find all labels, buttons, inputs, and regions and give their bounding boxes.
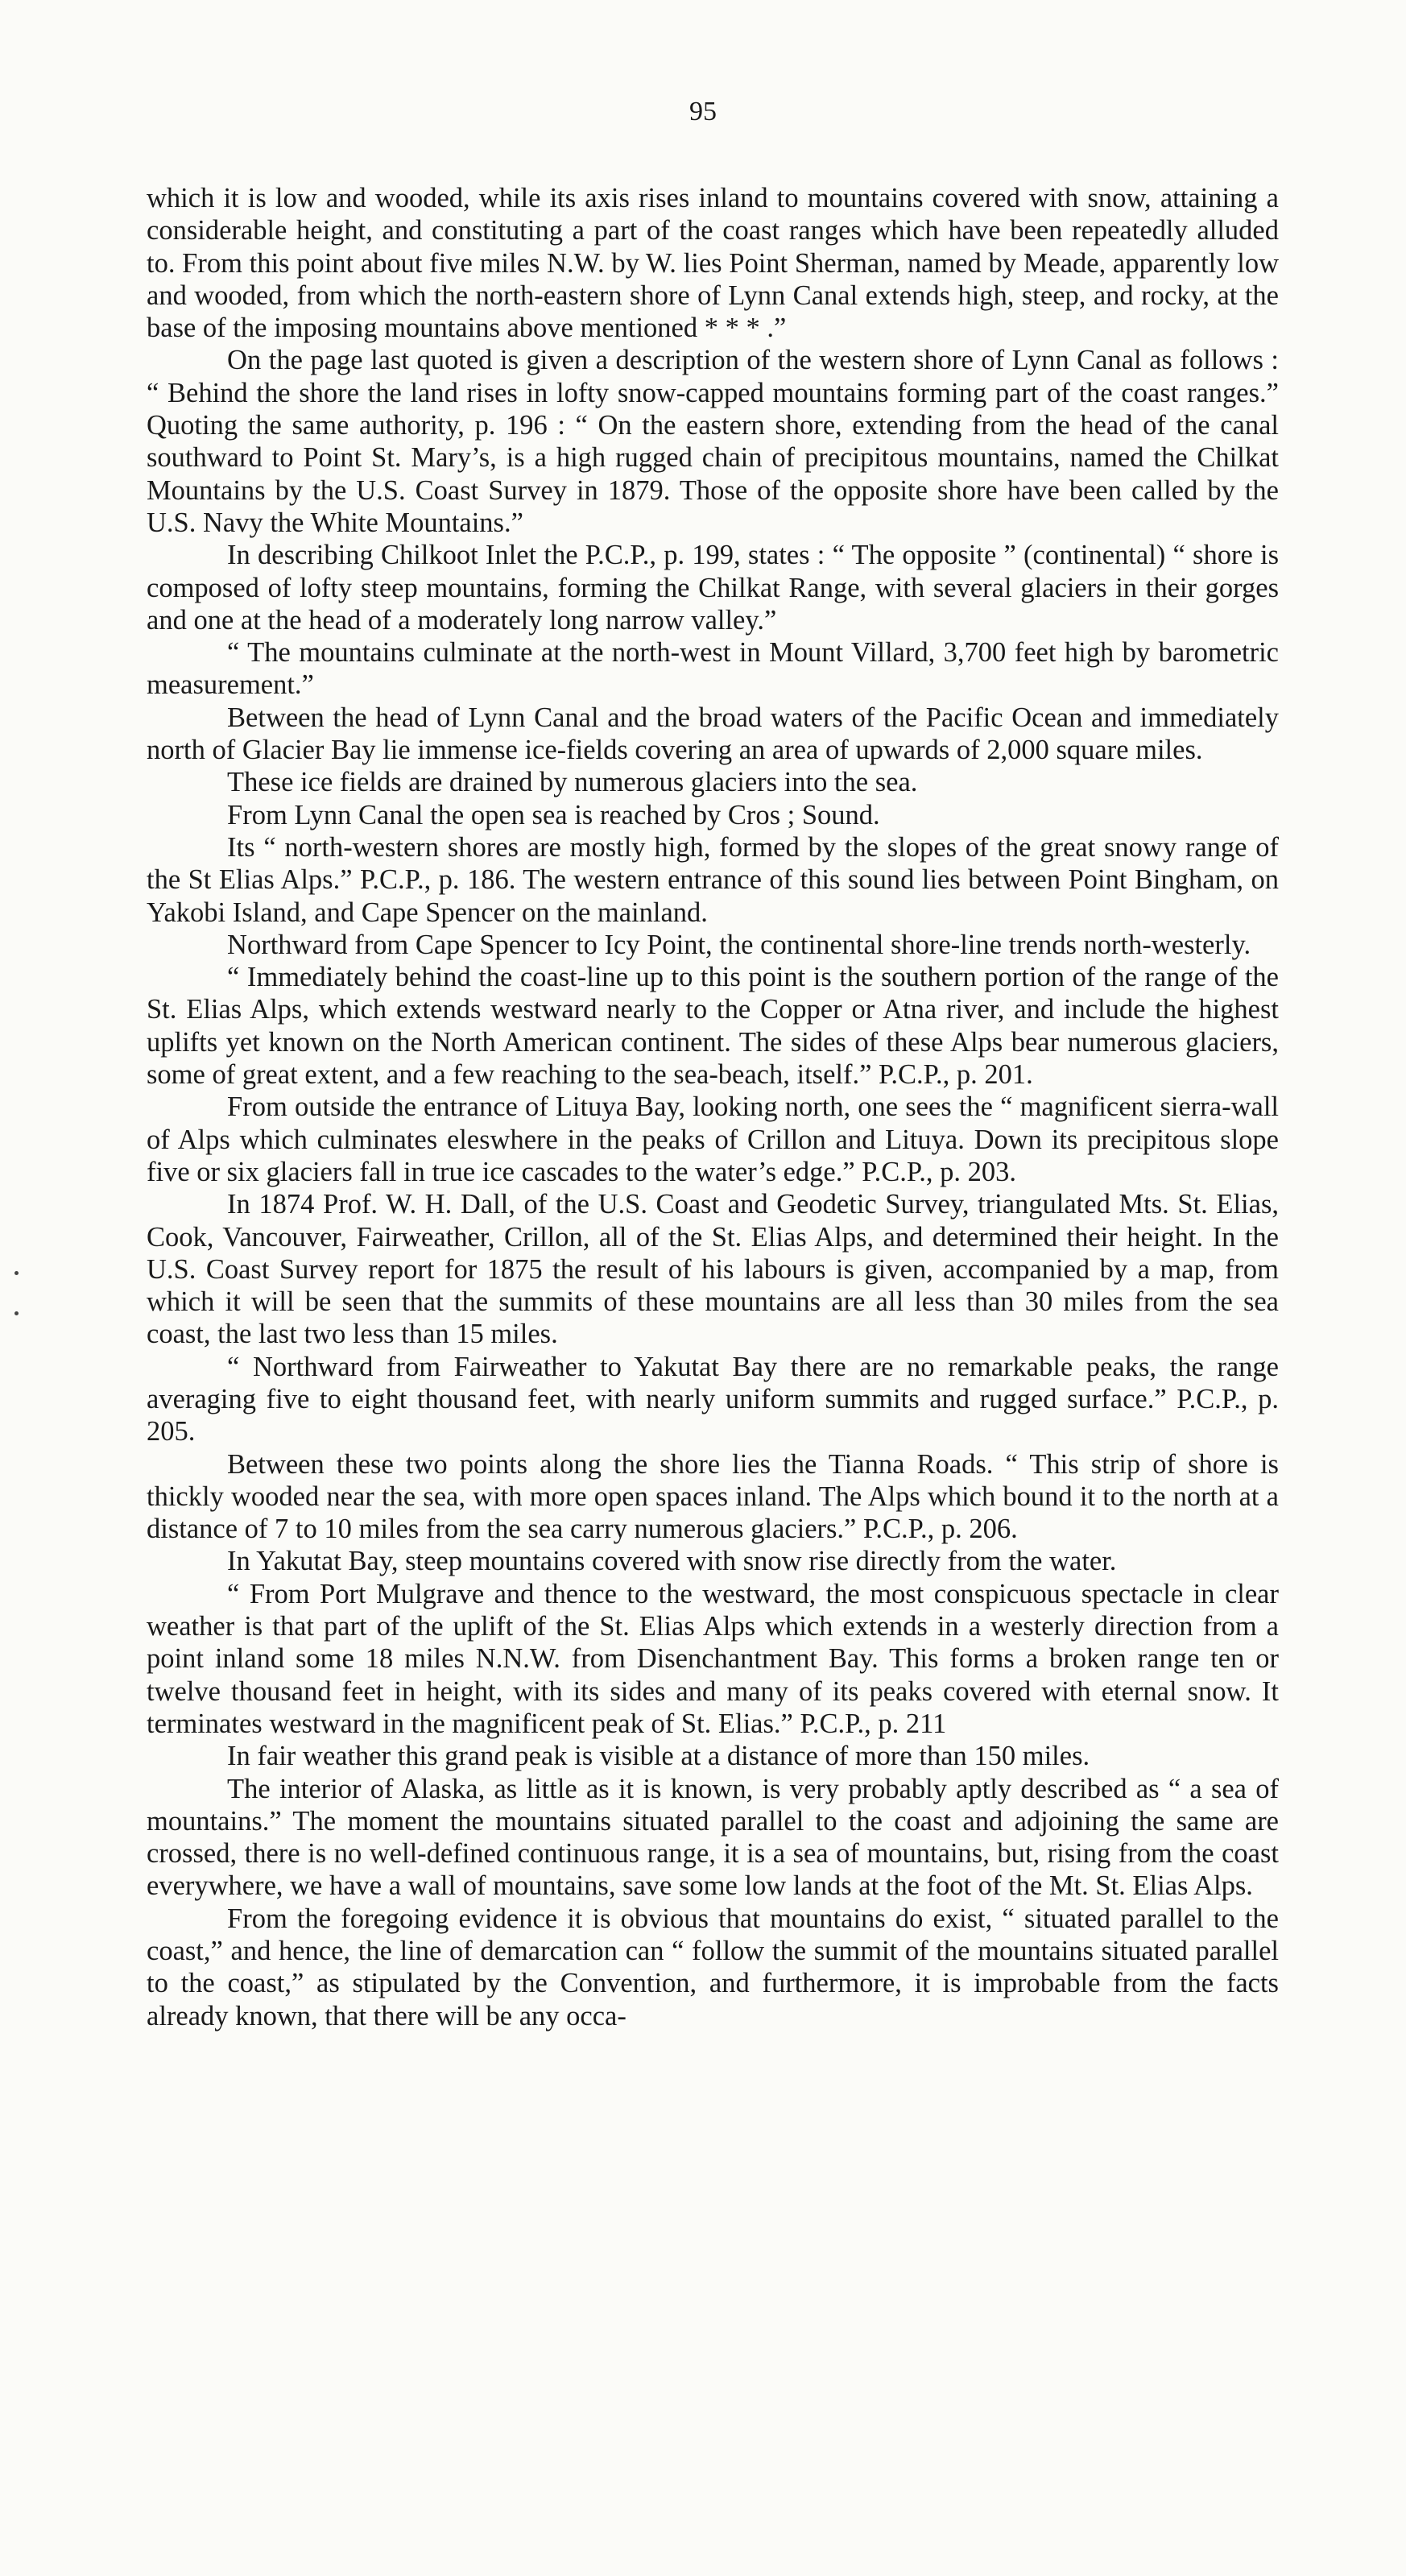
paragraph: In Yakutat Bay, steep mountains covered with snow rise directly from the water. (227, 1546, 1117, 1577)
page-number: 95 (689, 97, 717, 126)
margin-speck (14, 1311, 19, 1315)
paragraph: “ Immediately behind the coast-line up to this point is the southern portion of the range of the St. Elias Alps, which extends westward nearly to the Copper or Atna river, and include the highest uplifts yet known on the North American continent. The sides of these Alps bear numerous glaciers, some of great extent, and a few reaching to the sea-beach, itself.” P.C.P., p. 201. (147, 962, 1279, 1091)
paragraph: “ The mountains culminate at the north-west in Mount Villard, 3,700 feet high by barometric measurement.” (147, 637, 1279, 701)
paragraph: On the page last quoted is given a description of the western shore of Lynn Canal as follows : “ Behind the shore the land rises in lofty snow-capped mountains forming part of the coast ranges.” Quoting the same authority, p. 196 : “ On the eastern shore, extending from the head of the canal southward to Point St. Mary’s, is a high rugged chain of precipitous mountains, named the Chilkat Mountains by the U.S. Coast Survey in 1879. Those of the opposite shore have been called by the U.S. Navy the White Mountains.” (147, 345, 1279, 538)
paragraph: Between the head of Lynn Canal and the broad waters of the Pacific Ocean and immediately north of Glacier Bay lie immense ice-fields covering an area of upwards of 2,000 square miles. (147, 702, 1279, 766)
paragraph: These ice fields are drained by numerous glaciers into the sea. (227, 767, 918, 798)
paragraph: In describing Chilkoot Inlet the P.C.P., p. 199, states : “ The opposite ” (continental) “ shore is composed of lofty steep mountains, forming the Chilkat Range, with several glaciers in their gorges and one at the head of a moderately long narrow valley.” (147, 540, 1279, 636)
paragraph: In 1874 Prof. W. H. Dall, of the U.S. Coast and Geodetic Survey, triangulated Mts. St. Elias, Cook, Vancouver, Fairweather, Crillon, all of the St. Elias Alps, and determined their height. In the U.S. Coast Survey report for 1875 the result of his labours is given, accompanied by a map, from which it will be seen that the summits of these mountains are all less than 30 miles from the sea coast, the last two less than 15 miles. (147, 1189, 1279, 1350)
paragraph: “ From Port Mulgrave and thence to the westward, the most conspicuous spectacle in clear weather is that part of the uplift of the St. Elias Alps which extends in a westerly direction from a point inland some 18 miles N.N.W. from Disenchantment Bay. This forms a broken range ten or twelve thousand feet in height, with its sides and many of its peaks covered with eternal snow. It terminates westward in the magnificent peak of St. Elias.” P.C.P., p. 211 (147, 1578, 1279, 1739)
body-text (147, 182, 1279, 2032)
paragraph: From Lynn Canal the open sea is reached by Cros ; Sound. (227, 799, 880, 830)
margin-speck (14, 1271, 19, 1275)
paragraph: From the foregoing evidence it is obvious that mountains do exist, “ situated parallel to the coast,” and hence, the line of demarcation can “ follow the summit of the mountains situated parallel to the coast,” as stipulated by the Convention, and furthermore, it is improbable from the facts already known, that there will be any occa- (147, 1903, 1279, 2031)
paragraph: Its “ north-western shores are mostly high, formed by the slopes of the great snowy range of the St Elias Alps.” P.C.P., p. 186. The western entrance of this sound lies between Point Bingham, on Yakobi Island, and Cape Spencer on the mainland. (147, 831, 1279, 928)
paragraph: which it is low and wooded, while its axis rises inland to mountains covered with snow, attaining a considerable height, and constituting a part of the coast ranges which have been repeatedly alluded to. From this point about five miles N.W. by W. lies Point Sherman, named by Meade, apparently low and wooded, from which the north-eastern shore of Lynn Canal extends high, steep, and rocky, at the base of the imposing mountains above mentioned * * * .” (147, 183, 1279, 344)
paragraph: Northward from Cape Spencer to Icy Point, the continental shore-line trends north-westerly. (227, 929, 1251, 960)
paragraph: From outside the entrance of Lituya Bay, looking north, one sees the “ magnificent sierra-wall of Alps which culminates eleswhere in the peaks of Crillon and Lituya. Down its precipitous slope five or six glaciers fall in true ice cascades to the water’s edge.” P.C.P., p. 203. (147, 1091, 1279, 1187)
paragraph: Between these two points along the shore lies the Tianna Roads. “ This strip of shore is thickly wooded near the sea, with more open spaces inland. The Alps which bound it to the north at a distance of 7 to 10 miles from the sea carry numerous glaciers.” P.C.P., p. 206. (147, 1448, 1279, 1545)
paragraph: The interior of Alaska, as little as it is known, is very probably aptly described as “ a sea of mountains.” The moment the mountains situated parallel to the coast and adjoining the same are crossed, there is no well-defined continuous range, it is a sea of mountains, but, rising from the coast everywhere, we have a wall of mountains, save some low lands at the foot of the Mt. St. Elias Alps. (147, 1773, 1279, 1902)
paragraph: “ Northward from Fairweather to Yakutat Bay there are no remarkable peaks, the range averaging five to eight thousand feet, with nearly uniform summits and rugged surface.” P.C.P., p. 205. (147, 1351, 1279, 1447)
paragraph: In fair weather this grand peak is visible at a distance of more than 150 miles. (227, 1741, 1090, 1772)
